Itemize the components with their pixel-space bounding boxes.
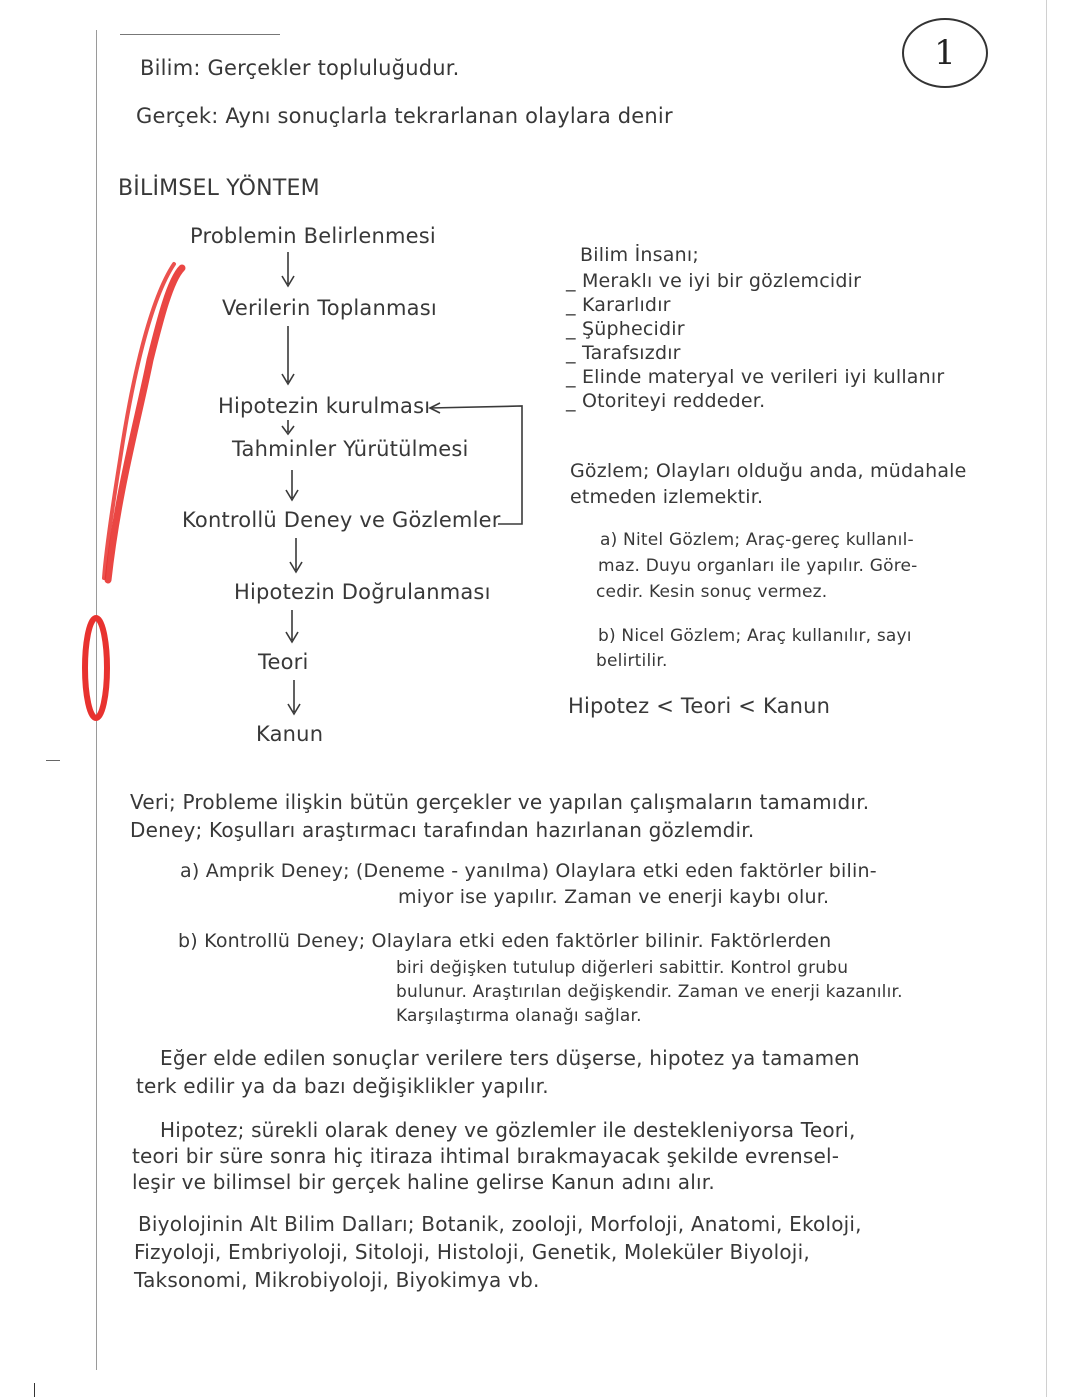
definition-gercek: Gerçek: Aynı sonuçlarla tekrarlanan olaylara denir <box>136 104 673 128</box>
paragraph-hipotez-line: Eğer elde edilen sonuçlar verilere ters düşerse, hipotez ya tamamen <box>160 1046 860 1070</box>
scientist-trait: _ Otoriteyi reddeder. <box>566 390 766 412</box>
amprik-deney-line: a) Amprik Deney; (Deneme - yanılma) Olaylara etki eden faktörler bilin- <box>180 860 877 882</box>
down-arrow <box>290 538 302 572</box>
scientist-trait: _ Meraklı ve iyi bir gözlemcidir <box>566 270 862 292</box>
down-arrow <box>282 326 294 384</box>
scientist-title: Bilim İnsanı; <box>580 244 699 266</box>
method-step-3: Hipotezin kurulması <box>218 394 431 418</box>
method-step-6: Hipotezin Doğrulanması <box>234 580 491 604</box>
veri-definition: Veri; Probleme ilişkin bütün gerçekler ve yapılan çalışmaların tamamıdır. <box>130 790 870 814</box>
down-arrow <box>282 252 294 286</box>
paragraph-alt-bilim-line: Fizyoloji, Embriyoloji, Sitoloji, Histoloji, Genetik, Moleküler Biyoloji, <box>134 1240 810 1264</box>
paragraph-teori-line: leşir ve bilimsel bir gerçek haline gelirse Kanun adını alır. <box>132 1170 715 1194</box>
down-arrow <box>282 420 294 434</box>
observation-definition-line2: etmeden izlemektir. <box>570 486 764 508</box>
down-arrow <box>286 470 298 500</box>
method-heading: BİLİMSEL YÖNTEM <box>118 176 320 201</box>
nitel-gozlem-line: maz. Duyu organları ile yapılır. Göre- <box>598 556 918 576</box>
kontrollu-deney-line: b) Kontrollü Deney; Olaylara etki eden faktörler bilinir. Faktörlerden <box>178 930 832 952</box>
method-step-7: Teori <box>258 650 309 674</box>
method-step-1: Problemin Belirlenmesi <box>190 224 436 248</box>
method-step-4: Tahminler Yürütülmesi <box>232 437 469 461</box>
amprik-deney-line: miyor ise yapılır. Zaman ve enerji kaybı olur. <box>398 886 830 908</box>
hipotez-teori-kanun-order: Hipotez < Teori < Kanun <box>568 694 831 718</box>
nitel-gozlem-line: cedir. Kesin sonuç vermez. <box>596 582 828 602</box>
paragraph-alt-bilim-line: Taksonomi, Mikrobiyoloji, Biyokimya vb. <box>134 1268 540 1292</box>
nicel-gozlem-line: b) Nicel Gözlem; Araç kullanılır, sayı <box>598 626 912 646</box>
feedback-loop-bracket <box>430 406 522 524</box>
scientist-trait: _ Tarafsızdır <box>566 342 681 364</box>
paragraph-teori-line: teori bir süre sonra hiç itiraza ihtimal bırakmayacak şekilde evrensel- <box>132 1144 840 1168</box>
flow-arrows <box>282 252 302 714</box>
scientist-trait: _ Elinde materyal ve verileri iyi kullanır <box>566 366 945 388</box>
paragraph-alt-bilim-line: Biyolojinin Alt Bilim Dalları; Botanik, zooloji, Morfoloji, Anatomi, Ekoloji, <box>138 1212 862 1236</box>
method-step-8: Kanun <box>256 722 324 746</box>
nitel-gozlem-line: a) Nitel Gözlem; Araç-gereç kullanıl- <box>600 530 914 550</box>
kontrollu-deney-line: bulunur. Araştırılan değişkendir. Zaman ve enerji kazanılır. <box>396 982 903 1002</box>
red-marker-circle <box>85 618 107 718</box>
red-marker-stroke <box>108 268 182 580</box>
method-step-2: Verilerin Toplanması <box>222 296 437 320</box>
down-arrow <box>286 610 298 642</box>
kontrollu-deney-line: biri değişken tutulup diğerleri sabittir. Kontrol grubu <box>396 958 849 978</box>
nicel-gozlem-line: belirtilir. <box>596 651 668 671</box>
scientist-trait: _ Kararlıdır <box>566 294 671 316</box>
down-arrow <box>288 680 300 714</box>
deney-definition: Deney; Koşulları araştırmacı tarafından hazırlanan gözlemdir. <box>130 818 755 842</box>
paragraph-hipotez-line: terk edilir ya da bazı değişiklikler yapılır. <box>136 1074 549 1098</box>
kontrollu-deney-line: Karşılaştırma olanağı sağlar. <box>396 1006 642 1026</box>
method-step-5: Kontrollü Deney ve Gözlemler <box>182 508 501 532</box>
observation-definition-line1: Gözlem; Olayları olduğu anda, müdahale <box>570 460 967 482</box>
paragraph-teori-line: Hipotez; sürekli olarak deney ve gözlemler ile destekleniyorsa Teori, <box>160 1118 856 1142</box>
scientist-trait: _ Şüphecidir <box>566 318 685 340</box>
page-number-circle: 1 <box>902 18 988 88</box>
definition-bilim: Bilim: Gerçekler topluluğudur. <box>140 56 460 80</box>
